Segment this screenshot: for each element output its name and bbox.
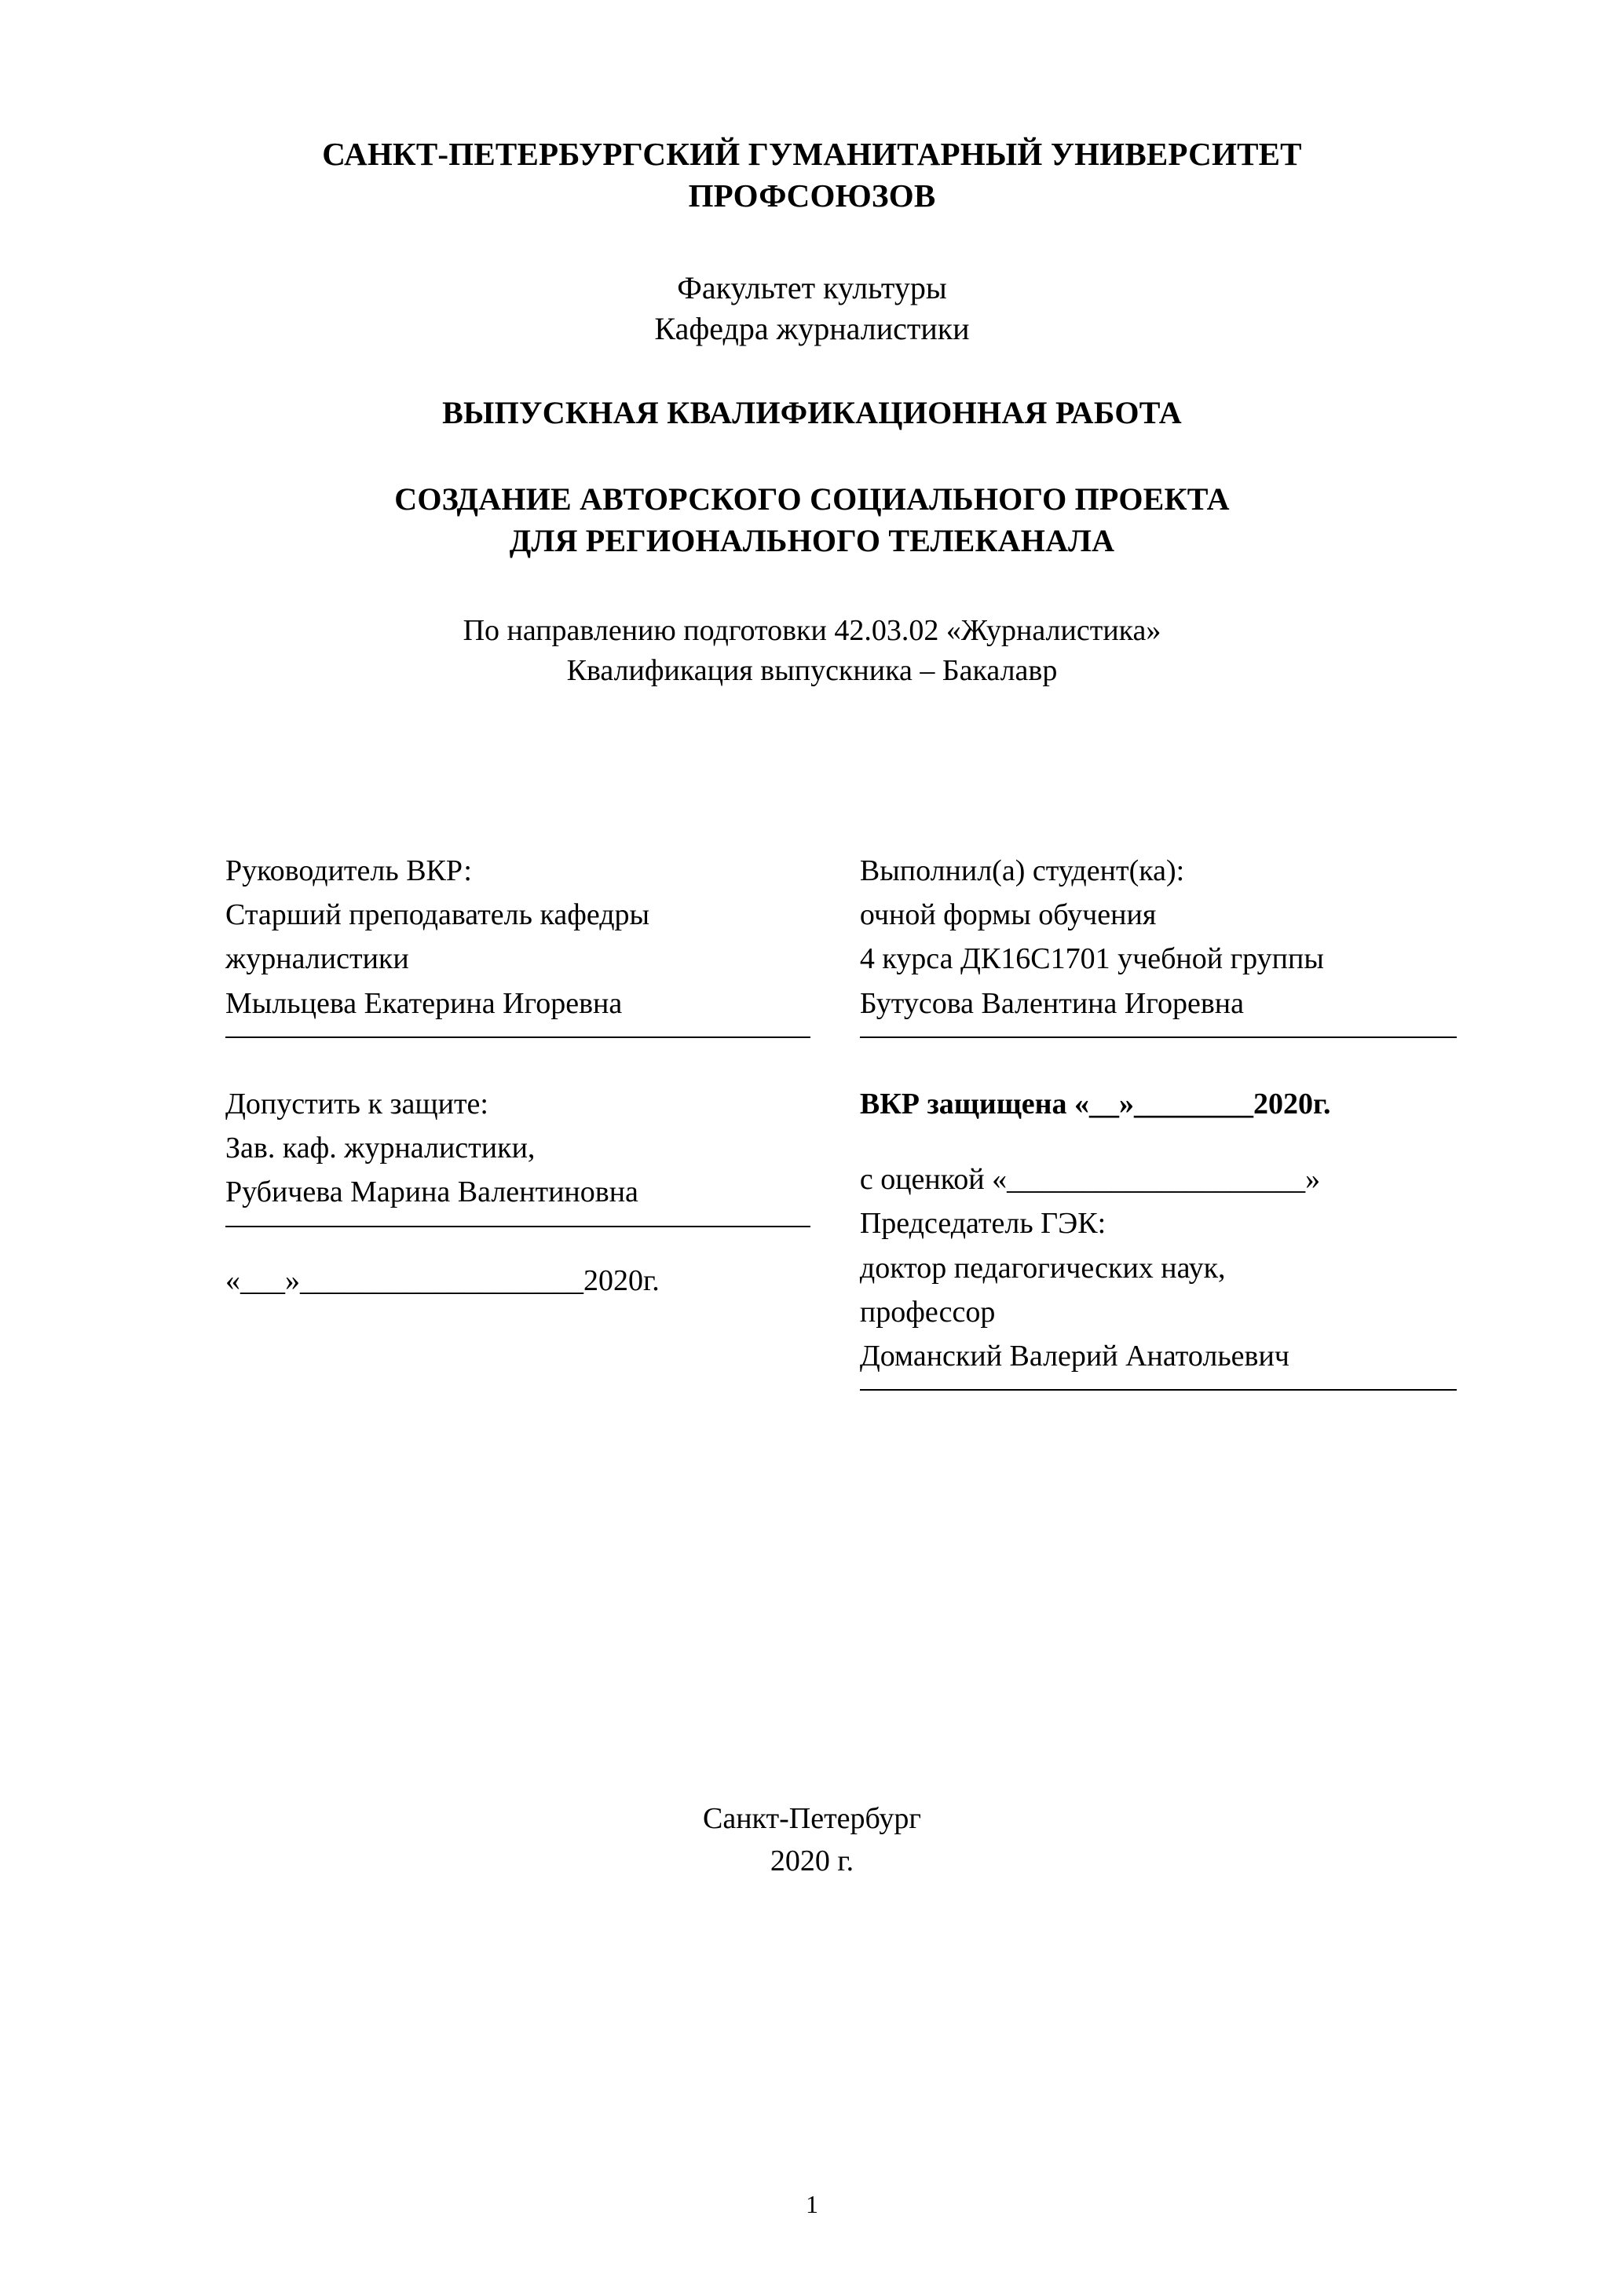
student-label: Выполнил(а) студент(ка): [859, 854, 1185, 887]
chairman-degree: доктор педагогических наук, [859, 1251, 1226, 1285]
department-name: Кафедра журналистики [654, 311, 970, 347]
spacer [860, 1126, 1471, 1157]
department-head-title: Зав. каф. журналистики, [225, 1132, 536, 1165]
defense-label: ВКР защищена «__»________2020г. [859, 1087, 1331, 1121]
left-signature-column [225, 849, 860, 1303]
spacer [153, 562, 1471, 611]
admission-label: Допустить к защите: [225, 1087, 488, 1121]
department-head-name: Рубичева Марина Валентиновна [225, 1175, 638, 1209]
direction-line-1: По направлению подготовки 42.03.02 «Журналистика» [463, 613, 1161, 647]
direction-line-2: Квалификация выпускника – Бакалавр [566, 654, 1058, 688]
student-study-form: очной формы обучения [859, 898, 1157, 932]
student-name: Бутусова Валентина Игоревна [859, 986, 1244, 1020]
chairman-signature-line [860, 1389, 1457, 1391]
supervisor-label: Руководитель ВКР: [225, 854, 472, 887]
spacer [153, 692, 1471, 849]
page-number: 1 [806, 2190, 818, 2218]
work-title-line-2: ДЛЯ РЕГИОНАЛЬНОГО ТЕЛЕКАНАЛА [509, 523, 1115, 559]
defense-grade-line: с оценкой «____________________» [859, 1163, 1321, 1197]
city-name: Санкт-Петербург [702, 1802, 922, 1835]
year: 2020 г. [770, 1844, 854, 1877]
spacer [860, 1038, 1471, 1082]
footer-place [0, 1798, 1624, 1883]
work-title-line-1: СОЗДАНИЕ АВТОРСКОГО СОЦИАЛЬНОГО ПРОЕКТА [394, 481, 1230, 517]
spacer [153, 218, 1471, 268]
faculty-name: Факультет культуры [677, 269, 947, 305]
supervisor-position-line-1: Старший преподаватель кафедры [225, 898, 650, 932]
spacer [153, 350, 1471, 394]
student-group: 4 курса ДК16С1701 учебной группы [859, 942, 1324, 976]
spacer [225, 1038, 844, 1082]
chairman-rank: профессор [859, 1295, 996, 1329]
supervisor-position-line-2: журналистики [225, 942, 409, 976]
spacer [153, 431, 1471, 478]
work-type: ВЫПУСКНАЯ КВАЛИФИКАЦИОННАЯ РАБОТА [442, 395, 1182, 431]
right-signature-column [860, 849, 1471, 1391]
chairman-name: Доманский Валерий Анатольевич [859, 1340, 1289, 1373]
chairman-label: Председатель ГЭК: [859, 1207, 1106, 1241]
admission-date-line: «___»___________________2020г. [225, 1263, 660, 1297]
supervisor-name: Мыльцева Екатерина Игоревна [225, 986, 623, 1020]
signature-columns [153, 849, 1471, 1391]
university-title: САНКТ-ПЕТЕРБУРГСКИЙ ГУМАНИТАРНЫЙ УНИВЕРСИТЕТ ПРОФСОЮЗОВ [322, 136, 1302, 214]
spacer [225, 1227, 844, 1259]
